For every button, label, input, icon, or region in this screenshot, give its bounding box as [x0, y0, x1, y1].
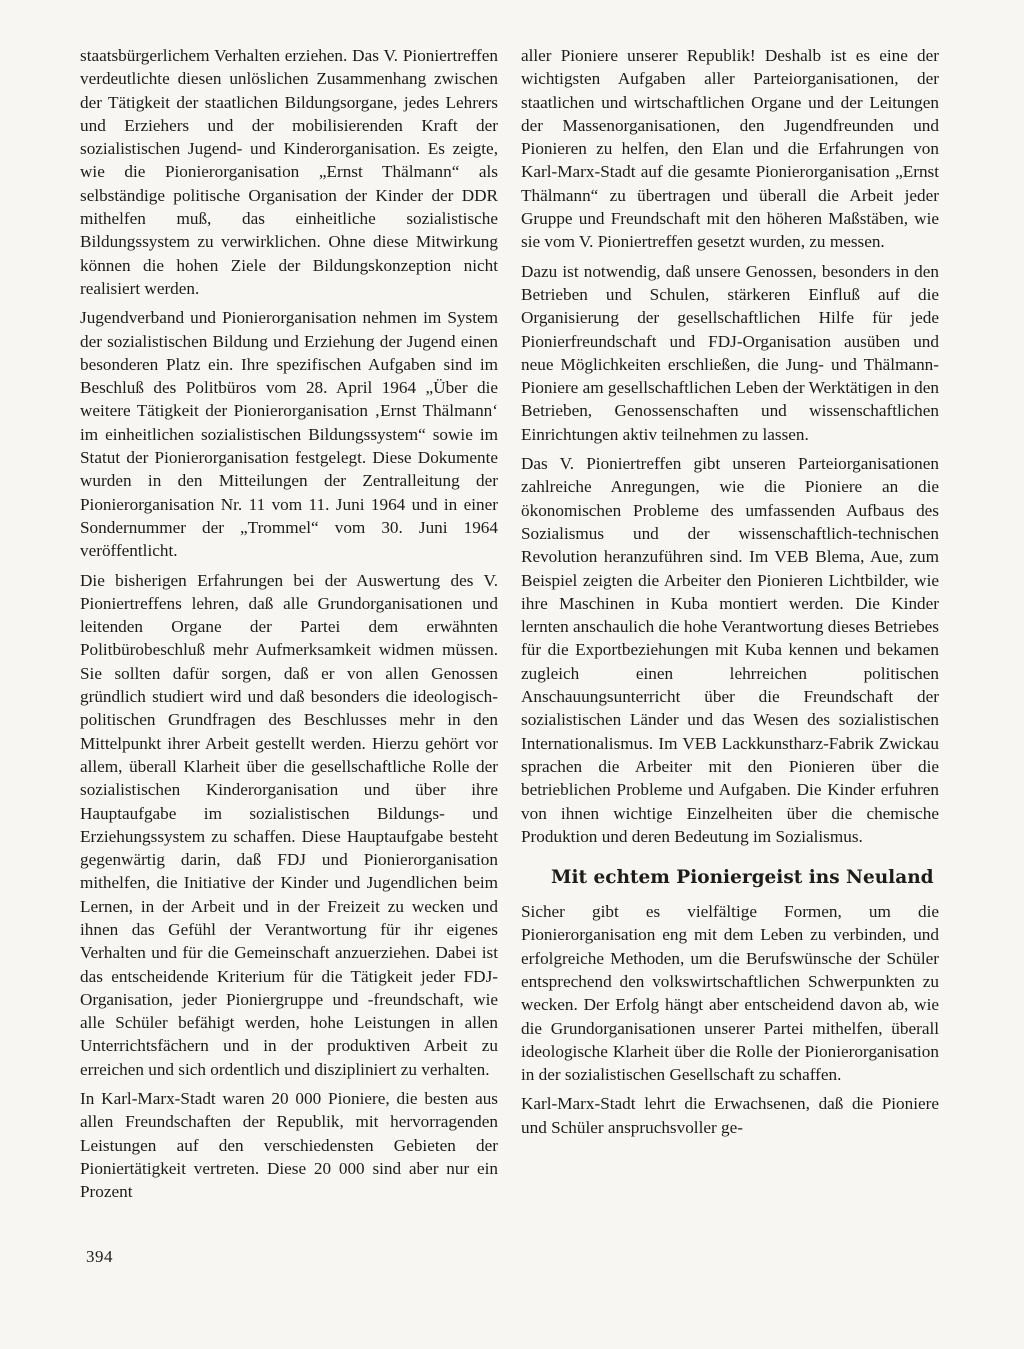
paragraph: Die bisherigen Erfahrungen bei der Auswertung des V. Pioniertreffens lehren, daß alle Grundorganisationen und leitenden Organe der Partei dem erwähnten Politbürobeschluß mehr Aufmerksamkeit widmen müssen. Sie sollten dafür sorgen, daß er von allen Genossen gründlich studiert wird und daß besonders die ideologisch-politischen Grundfragen des Beschlusses mehr in den Mittelpunkt ihrer Arbeit gestellt werden. Hierzu gehört vor allem, überall Klarheit über die gesellschaftliche Rolle der sozialistischen Kinderorganisation und über ihre Hauptaufgabe im sozialistischen Bildungs- und Erziehungssystem zu schaffen. Diese Hauptaufgabe besteht gegenwärtig darin, daß FDJ und Pionierorganisation mithelfen, die Initiative der Kinder und Jugendlichen beim Lernen, in der Arbeit und in der Freizeit zu wecken und ihnen das Gefühl der Verantwortung für ihr eigenes Verhalten und für die Gemeinschaft anzuerziehen. Dabei ist das entscheidende Kriterium für die Tätigkeit jeder FDJ-Organisation, jeder Pioniergruppe und -freundschaft, wie alle Schüler befähigt werden, hohe Leistungen in allen Unterrichtsfächern und in der produktiven Arbeit zu erreichen und sich ordentlich und diszipliniert zu verhalten.	[80, 570, 498, 1079]
section-heading: Mit echtem Pioniergeist ins Neuland	[551, 867, 934, 889]
paragraph: Jugendverband und Pionierorganisation nehmen im System der sozialistischen Bildung und Erziehung der Jugend einen besonderen Platz ein. Ihre spezifischen Aufgaben sind im Beschluß des Politbüros vom 28. April 1964 „Über die weitere Tätigkeit der Pionierorganisation ‚Ernst Thälmann‘ im einheitlichen sozialistischen Bildungssystem“ sowie im Statut der Pionierorganisation festgelegt. Diese Dokumente wurden in den Mitteilungen der Zentralleitung der Pionierorganisation Nr. 11 vom 11. Juni 1964 und in einer Sondernummer der „Trommel“ vom 30. Juni 1964 veröffentlicht.	[80, 308, 498, 561]
left-column	[80, 44, 498, 1210]
paragraph: Sicher gibt es vielfältige Formen, um die Pionierorganisation eng mit dem Leben zu verbinden, und erfolgreiche Methoden, um die Berufswünsche der Schüler entsprechend den volkswirtschaftlichen Schwerpunkten zu wecken. Der Erfolg hängt aber entscheidend davon ab, wie die Grundorganisationen unserer Partei mithelfen, überall ideologische Klarheit über die Rolle der Pionierorganisation in der sozialistischen Gesellschaft zu schaffen.	[521, 902, 939, 1085]
paragraph: Dazu ist notwendig, daß unsere Genossen, besonders in den Betrieben und Schulen, stärkeren Einfluß auf die Organisierung der gesellschaftlichen Hilfe für jede Pionierfreundschaft und FDJ-Organisation ausüben und neue Möglichkeiten erschließen, die Jung- und Thälmann-Pioniere am gesellschaftlichen Leben der Werktätigen in den Betrieben, Genossenschaften und wissenschaftlichen Einrichtungen aktiv teilnehmen zu lassen.	[521, 261, 939, 444]
paragraph: Das V. Pioniertreffen gibt unseren Parteiorganisationen zahlreiche Anregungen, wie die Pioniere an die ökonomischen Probleme des umfassenden Aufbaus des Sozialismus und der wissenschaftlich-technischen Revolution heranzuführen sind. Im VEB Blema, Aue, zum Beispiel zeigten die Arbeiter den Pionieren Lichtbilder, wie ihre Maschinen in Kuba montiert werden. Die Kinder lernten anschaulich die hohe Verantwortung dieses Betriebes für die Exportbeziehungen mit Kuba kennen und bekamen zugleich einen lehrreichen politischen Anschauungsunterricht über die Freundschaft der sozialistischen Länder und das Wesen des sozialistischen Internationalismus. Im VEB Lackkunstharz-Fabrik Zwickau sprachen die Arbeiter mit den Pionieren über die betrieblichen Probleme und Aufgaben. Die Kinder erfuhren von ihnen wichtige Einzelheiten über die chemische Produktion und deren Bedeutung im Sozialismus.	[521, 454, 939, 846]
right-column	[521, 44, 939, 1145]
paragraph: In Karl-Marx-Stadt waren 20 000 Pioniere, die besten aus allen Freundschaften der Republik, mit hervorragenden Leistungen auf den verschiedensten Gebieten der Pioniertätigkeit vertreten. Diese 20 000 sind aber nur ein Prozent	[80, 1089, 498, 1202]
page-number: 394	[86, 1247, 113, 1266]
paragraph: staatsbürgerlichem Verhalten erziehen. Das V. Pioniertreffen verdeutlichte diesen unlöslichen Zusammenhang zwischen der Tätigkeit der staatlichen Bildungsorgane, jedes Lehrers und Erziehers und der mobilisierenden Kraft der sozialistischen Jugend- und Kinderorganisation. Es zeigte, wie die Pionierorganisation „Ernst Thälmann“ als selbständige politische Organisation der Kinder der DDR mithelfen muß, das einheitliche sozialistische Bildungssystem zu verwirklichen. Ohne diese Mitwirkung können die hohen Ziele der Bildungskonzeption nicht realisiert werden.	[80, 46, 498, 298]
paragraph: Karl-Marx-Stadt lehrt die Erwachsenen, daß die Pioniere und Schüler anspruchsvoller ge-	[521, 1094, 939, 1137]
paragraph: aller Pioniere unserer Republik! Deshalb ist es eine der wichtigsten Aufgaben aller Parteiorganisationen, der staatlichen und wirtschaftlichen Organe und der Leitungen der Massenorganisationen, den Jugendfreunden und Pionieren zu helfen, den Elan und die Erfahrungen von Karl-Marx-Stadt auf die gesamte Pionierorganisation „Ernst Thälmann“ zu übertragen und überall die Arbeit jeder Gruppe und Freundschaft mit den höheren Maßstäben, wie sie vom V. Pioniertreffen gesetzt wurden, zu messen.	[521, 46, 939, 252]
